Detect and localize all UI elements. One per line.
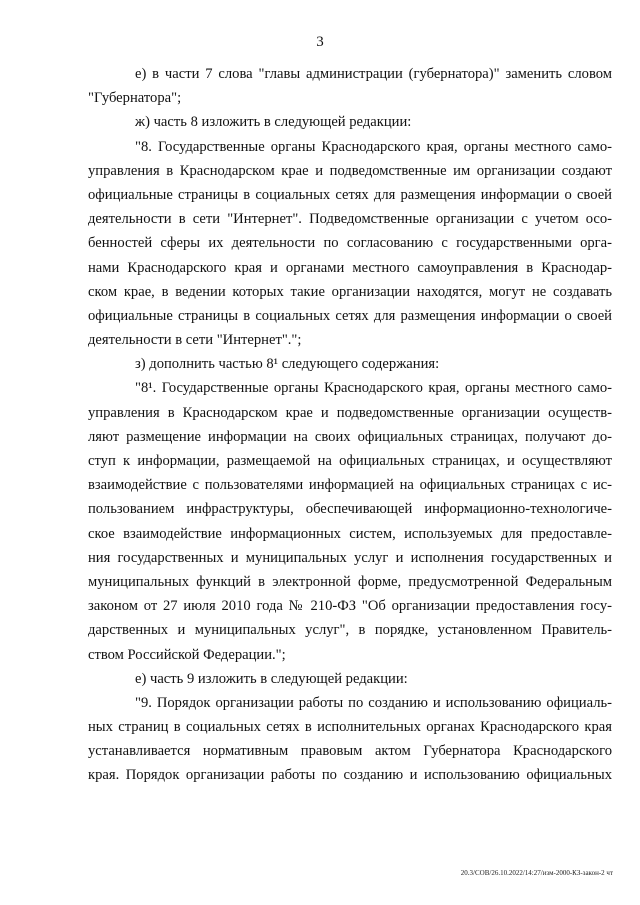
text-line: ское взаимодействие информационных систем, используемых для предоставле- <box>88 525 612 542</box>
text-line: нами Краснодарского края и органами местного самоуправления в Краснодар- <box>88 259 612 276</box>
paragraph <box>88 62 612 110</box>
document-footer: 20.3/СОВ/26.10.2022/14:27/изм-2000-КЗ-закон-2 чт <box>460 869 613 877</box>
text-line: ступ к информации, размещаемой на официальных страницах, и осуществляют <box>88 453 612 469</box>
text-line: муниципальных функций в электронной форме, предусмотренной Федеральным <box>88 573 612 590</box>
text-line: края. Порядок организации работы по созданию и использованию официальных <box>88 767 612 784</box>
text-line: управления в Краснодарском крае и подведомственные организации осуществ- <box>88 404 612 421</box>
text-line: официальные страницы в социальных сетях для размещения информации о своей <box>88 186 612 203</box>
paragraph <box>88 667 612 691</box>
text-line: устанавливается нормативным правовым актом Губернатора Краснодарского <box>88 743 612 760</box>
text-line: пользованием инфраструктуры, обеспечивающей информационно-технологиче- <box>88 501 612 518</box>
text-line: бенностей сферы их деятельности по согласованию с государственными орга- <box>88 235 612 252</box>
text-line: ния государственных и муниципальных услуг и исполнения государственных и <box>88 549 612 566</box>
text-line: е) часть 9 изложить в следующей редакции: <box>135 670 408 687</box>
text-line: ством Российской Федерации."; <box>88 646 286 663</box>
text-line: ж) часть 8 изложить в следующей редакции: <box>135 114 412 131</box>
paragraph <box>88 135 612 353</box>
paragraph <box>88 110 612 134</box>
page-number: 3 <box>316 34 324 50</box>
text-line: взаимодействие с пользователями информацией на официальных страницах с ис- <box>88 477 612 494</box>
text-line: "8. Государственные органы Краснодарского края, органы местного само- <box>135 138 612 155</box>
text-line: "Губернатора"; <box>88 90 182 107</box>
text-line: дарственных и муниципальных услуг", в порядке, установленном Правитель- <box>88 622 612 639</box>
paragraph <box>88 352 612 376</box>
paragraph <box>88 691 612 788</box>
text-line: ляют размещение информации на своих официальных страницах, получают до- <box>88 428 612 445</box>
paragraph <box>88 376 612 666</box>
text-line: управления в Краснодарском крае и подведомственные им организации создают <box>88 162 612 179</box>
text-line: "8¹. Государственные органы Краснодарского края, органы местного само- <box>135 380 612 397</box>
text-line: е) в части 7 слова "главы администрации (губернатора)" заменить словом <box>135 66 612 82</box>
text-line: законом от 27 июля 2010 года № 210-ФЗ "Об организации предоставления госу- <box>88 598 612 615</box>
text-line: "9. Порядок организации работы по созданию и использованию официаль- <box>135 694 612 711</box>
document-body <box>88 62 612 788</box>
text-line: з) дополнить частью 8¹ следующего содержания: <box>135 356 440 373</box>
text-line: официальные страницы в социальных сетях для размещения информации о своей <box>88 307 612 324</box>
text-line: деятельности в сети "Интернет"."; <box>88 332 302 349</box>
text-line: деятельности в сети "Интернет". Подведомственные организации с учетом осо- <box>88 211 612 228</box>
text-line: ском крае, в ведении которых такие организации находятся, могут не создавать <box>88 283 612 300</box>
text-line: ных страниц в социальных сетях в исполнительных органах Краснодарского края <box>88 719 612 736</box>
